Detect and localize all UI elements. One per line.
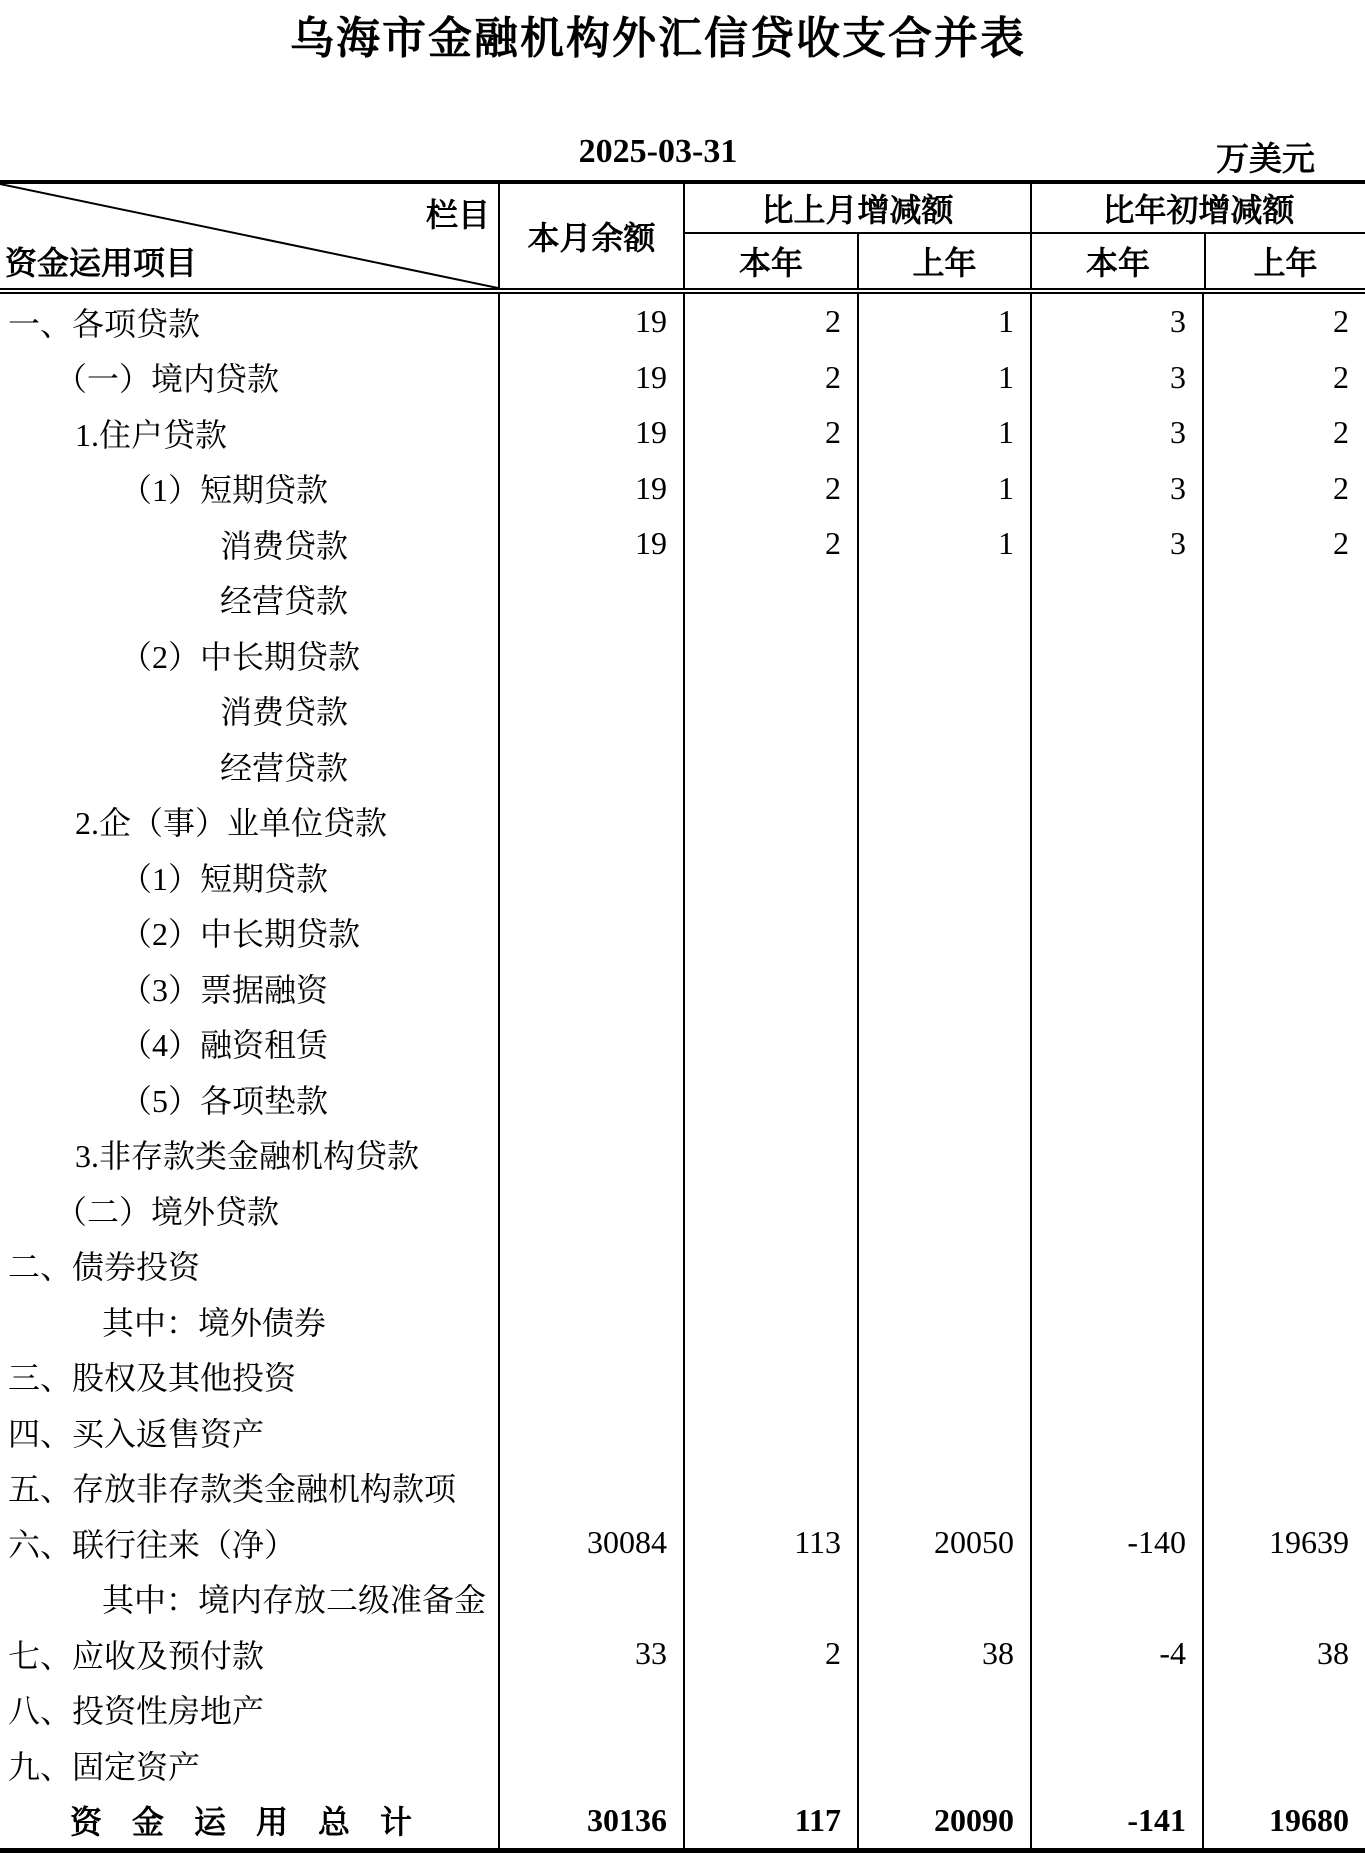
row-value: 19	[498, 461, 683, 517]
table-row	[0, 738, 1365, 794]
group-label: 比上月增减额	[685, 184, 1030, 234]
row-value	[498, 1293, 683, 1349]
row-value	[857, 1016, 1030, 1072]
row-value	[683, 1682, 857, 1738]
row-value	[857, 627, 1030, 683]
row-label: （二）境外贷款	[55, 1193, 280, 1230]
unit-label: 万美元	[1216, 142, 1315, 178]
row-label: 四、买入返售资产	[8, 1415, 265, 1452]
row-value	[1202, 794, 1365, 850]
table-row	[0, 1460, 1365, 1516]
row-value	[498, 905, 683, 961]
row-value	[1030, 1349, 1202, 1405]
row-value	[857, 1571, 1030, 1627]
row-value: 1	[857, 461, 1030, 517]
row-value: 2	[683, 350, 857, 406]
row-value	[683, 1238, 857, 1294]
row-value	[1202, 1293, 1365, 1349]
row-value: 113	[683, 1515, 857, 1571]
row-value	[683, 1016, 857, 1072]
row-value: 30136	[498, 1793, 683, 1849]
row-value	[1202, 627, 1365, 683]
table-header	[0, 184, 1365, 294]
row-value: 20090	[857, 1793, 1030, 1849]
row-value	[1202, 1349, 1365, 1405]
row-value	[857, 794, 1030, 850]
corner-label-items: 资金运用项目	[5, 245, 198, 281]
subheader-previous-year: 上年	[857, 234, 1030, 288]
row-value	[683, 683, 857, 739]
table-row	[0, 1515, 1365, 1571]
row-value	[683, 794, 857, 850]
row-value	[498, 849, 683, 905]
row-value	[498, 1127, 683, 1183]
row-value	[1202, 905, 1365, 961]
row-label: 经营贷款	[220, 583, 349, 620]
row-value	[1030, 794, 1202, 850]
row-value: 19680	[1202, 1793, 1365, 1849]
row-value	[857, 1460, 1030, 1516]
table-row	[0, 1349, 1365, 1405]
table-row	[0, 1071, 1365, 1127]
row-label: 3.非存款类金融机构贷款	[75, 1138, 420, 1175]
row-value	[1202, 1127, 1365, 1183]
row-label: 其中：境内存放二级准备金	[102, 1582, 487, 1619]
row-value	[1030, 683, 1202, 739]
row-value	[1202, 1182, 1365, 1238]
subheader-previous-year: 上年	[1204, 234, 1365, 288]
row-label: （2）中长期贷款	[120, 638, 361, 675]
row-value: 1	[857, 294, 1030, 350]
table-row	[0, 1182, 1365, 1238]
row-value	[857, 1293, 1030, 1349]
table-row	[0, 461, 1365, 517]
row-value	[683, 1182, 857, 1238]
row-label: 一、各项贷款	[8, 305, 201, 342]
row-value	[498, 738, 683, 794]
row-value	[857, 572, 1030, 628]
row-value	[1030, 1127, 1202, 1183]
row-value	[1202, 1404, 1365, 1460]
row-value: 19	[498, 350, 683, 406]
row-value: 117	[683, 1793, 857, 1849]
row-value	[683, 627, 857, 683]
row-value: 2	[1202, 350, 1365, 406]
row-value: 19639	[1202, 1515, 1365, 1571]
row-value	[498, 572, 683, 628]
row-value	[1202, 572, 1365, 628]
row-label: 2.企（事）业单位贷款	[75, 805, 388, 842]
table-row	[0, 350, 1365, 406]
row-value	[1202, 683, 1365, 739]
row-label: 九、固定资产	[8, 1748, 201, 1785]
row-value	[498, 1182, 683, 1238]
row-label: （2）中长期贷款	[120, 916, 361, 953]
row-label: （1）短期贷款	[120, 472, 329, 509]
row-value	[1202, 1071, 1365, 1127]
balance-table	[0, 180, 1365, 1853]
row-value	[683, 1737, 857, 1793]
row-value	[1030, 627, 1202, 683]
header-group-vs-year-start	[1030, 184, 1365, 288]
row-value	[683, 1293, 857, 1349]
row-value	[498, 1071, 683, 1127]
row-value	[857, 683, 1030, 739]
table-row	[0, 905, 1365, 961]
row-label: 消费贷款	[220, 694, 349, 731]
row-value	[1202, 1737, 1365, 1793]
row-value	[857, 905, 1030, 961]
row-value: 38	[857, 1626, 1030, 1682]
row-label: 1.住户贷款	[75, 416, 228, 453]
row-value	[1030, 1182, 1202, 1238]
row-value	[1030, 849, 1202, 905]
table-row	[0, 1626, 1365, 1682]
row-label: 五、存放非存款类金融机构款项	[8, 1471, 457, 1508]
table-row	[0, 1404, 1365, 1460]
row-value	[857, 1737, 1030, 1793]
table-row	[0, 627, 1365, 683]
row-value	[498, 960, 683, 1016]
row-value	[683, 1127, 857, 1183]
row-value: 3	[1030, 405, 1202, 461]
row-value	[857, 1349, 1030, 1405]
row-value: 2	[683, 516, 857, 572]
row-value	[1202, 1016, 1365, 1072]
table-row	[0, 294, 1365, 350]
row-value	[683, 1071, 857, 1127]
row-value	[683, 849, 857, 905]
row-value	[1030, 1238, 1202, 1294]
subheader-current-year: 本年	[1085, 245, 1150, 281]
row-value: 2	[1202, 405, 1365, 461]
row-value	[1030, 1737, 1202, 1793]
row-value	[857, 960, 1030, 1016]
row-value: 3	[1030, 294, 1202, 350]
table-row	[0, 849, 1365, 905]
row-label: 八、投资性房地产	[8, 1693, 265, 1730]
row-value	[498, 1460, 683, 1516]
row-value	[857, 1071, 1030, 1127]
row-value	[857, 738, 1030, 794]
row-value	[857, 1182, 1030, 1238]
row-value	[1030, 1460, 1202, 1516]
header-corner-cell	[0, 184, 498, 288]
row-value	[498, 1238, 683, 1294]
table-row	[0, 794, 1365, 850]
table-row	[0, 1793, 1365, 1849]
table-row	[0, 1016, 1365, 1072]
row-label: 六、联行往来（净）	[8, 1526, 297, 1563]
row-value	[1030, 572, 1202, 628]
header-group-vs-last-month	[683, 184, 1030, 288]
table-row	[0, 1293, 1365, 1349]
row-value: -140	[1030, 1515, 1202, 1571]
report-date: 2025-03-31	[578, 133, 738, 170]
row-value	[683, 960, 857, 1016]
row-label: （3）票据融资	[120, 971, 329, 1008]
row-value	[498, 1571, 683, 1627]
row-value: 30084	[498, 1515, 683, 1571]
row-value: 19	[498, 405, 683, 461]
table-row	[0, 516, 1365, 572]
table-row	[0, 1127, 1365, 1183]
row-value: 2	[683, 294, 857, 350]
row-value: 19	[498, 294, 683, 350]
row-label: 经营贷款	[220, 749, 349, 786]
row-value	[498, 1737, 683, 1793]
row-value	[1030, 905, 1202, 961]
row-value	[498, 683, 683, 739]
row-value	[1030, 1293, 1202, 1349]
row-value	[683, 905, 857, 961]
row-label: 七、应收及预付款	[8, 1637, 265, 1674]
page-title: 乌海市金融机构外汇信贷收支合并表	[290, 14, 1026, 63]
row-value	[1030, 1071, 1202, 1127]
row-value	[1202, 1238, 1365, 1294]
row-value	[1030, 1571, 1202, 1627]
row-value	[1030, 738, 1202, 794]
row-value: 33	[498, 1626, 683, 1682]
row-value	[498, 1349, 683, 1405]
table-row	[0, 1682, 1365, 1738]
row-value	[683, 572, 857, 628]
row-value	[1202, 1571, 1365, 1627]
row-label: （5）各项垫款	[120, 1082, 329, 1119]
row-value	[857, 1238, 1030, 1294]
table-row	[0, 1571, 1365, 1627]
table-row	[0, 1737, 1365, 1793]
row-value	[857, 1404, 1030, 1460]
row-label: 资金运用总计	[70, 1804, 443, 1841]
row-value	[498, 1016, 683, 1072]
row-value	[498, 794, 683, 850]
header-monthly-balance: 本月余额	[498, 184, 683, 288]
row-value	[1030, 1682, 1202, 1738]
table-body	[0, 294, 1365, 1848]
row-value	[857, 849, 1030, 905]
row-value	[1202, 738, 1365, 794]
row-label: 二、债券投资	[8, 1249, 201, 1286]
row-label: （一）境内贷款	[55, 361, 280, 398]
row-value	[1030, 960, 1202, 1016]
row-value	[1202, 849, 1365, 905]
corner-label-columns: 栏目	[425, 197, 490, 233]
row-value	[683, 1571, 857, 1627]
group-label: 比年初增减额	[1032, 184, 1365, 234]
row-value: 2	[1202, 461, 1365, 517]
row-value	[683, 738, 857, 794]
row-value	[683, 1460, 857, 1516]
subheader-current-year: 本年	[738, 245, 803, 281]
row-value: 3	[1030, 350, 1202, 406]
table-row	[0, 572, 1365, 628]
row-value	[498, 627, 683, 683]
row-value: 2	[683, 461, 857, 517]
row-value	[1202, 1682, 1365, 1738]
row-value: 1	[857, 516, 1030, 572]
row-value: 19	[498, 516, 683, 572]
row-value: 3	[1030, 461, 1202, 517]
row-value	[498, 1682, 683, 1738]
row-value	[1030, 1016, 1202, 1072]
row-value: 1	[857, 405, 1030, 461]
table-row	[0, 1238, 1365, 1294]
table-row	[0, 960, 1365, 1016]
row-label: 其中：境外债券	[102, 1304, 327, 1341]
row-label: （1）短期贷款	[120, 860, 329, 897]
row-value: 2	[683, 405, 857, 461]
row-label: 消费贷款	[220, 527, 349, 564]
row-value: 38	[1202, 1626, 1365, 1682]
row-value: -4	[1030, 1626, 1202, 1682]
row-value	[498, 1404, 683, 1460]
row-value	[1202, 960, 1365, 1016]
row-value	[857, 1682, 1030, 1738]
row-value	[857, 1127, 1030, 1183]
row-value: 2	[1202, 516, 1365, 572]
row-label: （4）融资租赁	[120, 1027, 329, 1064]
row-value	[1202, 1460, 1365, 1516]
row-value	[683, 1349, 857, 1405]
row-value: -141	[1030, 1793, 1202, 1849]
row-value: 20050	[857, 1515, 1030, 1571]
row-value: 3	[1030, 516, 1202, 572]
row-value	[683, 1404, 857, 1460]
row-value: 2	[683, 1626, 857, 1682]
table-row	[0, 405, 1365, 461]
row-label: 三、股权及其他投资	[8, 1360, 297, 1397]
table-row	[0, 683, 1365, 739]
row-value	[1030, 1404, 1202, 1460]
row-value: 1	[857, 350, 1030, 406]
row-value: 2	[1202, 294, 1365, 350]
